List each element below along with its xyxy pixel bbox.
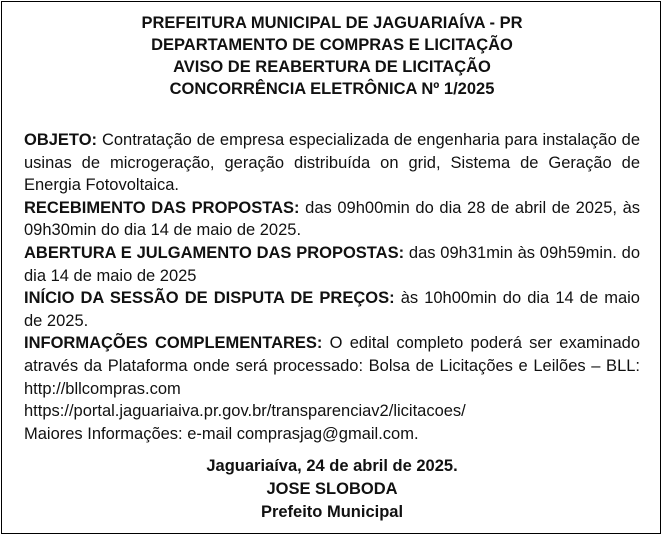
signer-title: Prefeito Municipal (260, 502, 404, 521)
signer-name: JOSE SLOBODA (266, 479, 398, 498)
municipality-title: PREFEITURA MUNICIPAL DE JAGUARIAÍVA - PR (141, 14, 523, 32)
notice-title: AVISO DE REABERTURA DE LICITAÇÃO (173, 58, 491, 76)
inicio-text: às 10h00min do dia 14 de maio de 2025. (24, 289, 640, 330)
procurement-number: CONCORRÊNCIA ELETRÔNICA Nº 1/2025 (169, 80, 495, 98)
abertura-paragraph (24, 242, 640, 287)
contact-email-line: Maiores Informações: e-mail comprasjag@gmail.com. (24, 424, 419, 443)
recebimento-label: RECEBIMENTO DAS PROPOSTAS: (24, 198, 300, 217)
recebimento-text: das 09h00min do dia 28 de abril de 2025, às 09h30min do dia 14 de maio de 2025. (24, 198, 640, 240)
informacoes-text: O edital completo poderá ser examinado através da Plataforma onde será processado: Bolsa de Licitações e Leilões – BLL: http://bllcompras.com (24, 334, 641, 398)
inicio-label: INÍCIO DA SESSÃO DE DISPUTA DE PREÇOS: (24, 289, 395, 308)
abertura-text: das 09h31min às 09h59min. do dia 14 de maio de 2025 (24, 243, 641, 285)
department-title: DEPARTAMENTO DE COMPRAS E LICITAÇÃO (151, 36, 513, 54)
inicio-paragraph (24, 287, 640, 332)
notice-body (24, 129, 640, 445)
informacoes-label: INFORMAÇÕES COMPLEMENTARES: (24, 334, 323, 353)
objeto-label: OBJETO: (24, 131, 98, 149)
transparency-url: https://portal.jaguariaiva.pr.gov.br/transparenciav2/licitacoes/ (24, 402, 466, 421)
recebimento-paragraph (24, 197, 640, 242)
signature-block (0, 455, 664, 523)
abertura-label: ABERTURA E JULGAMENTO DAS PROPOSTAS: (24, 243, 405, 262)
notice-header (0, 12, 664, 100)
informacoes-paragraph (24, 332, 640, 400)
objeto-text: Contratação de empresa especializada de engenharia para instalação de usinas de microgeração, geração distribuída on grid, Sistema de Geração de Energia Fotovoltaica. (24, 131, 640, 195)
objeto-paragraph (24, 129, 640, 197)
place-date: Jaguariaíva, 24 de abril de 2025. (206, 457, 458, 475)
